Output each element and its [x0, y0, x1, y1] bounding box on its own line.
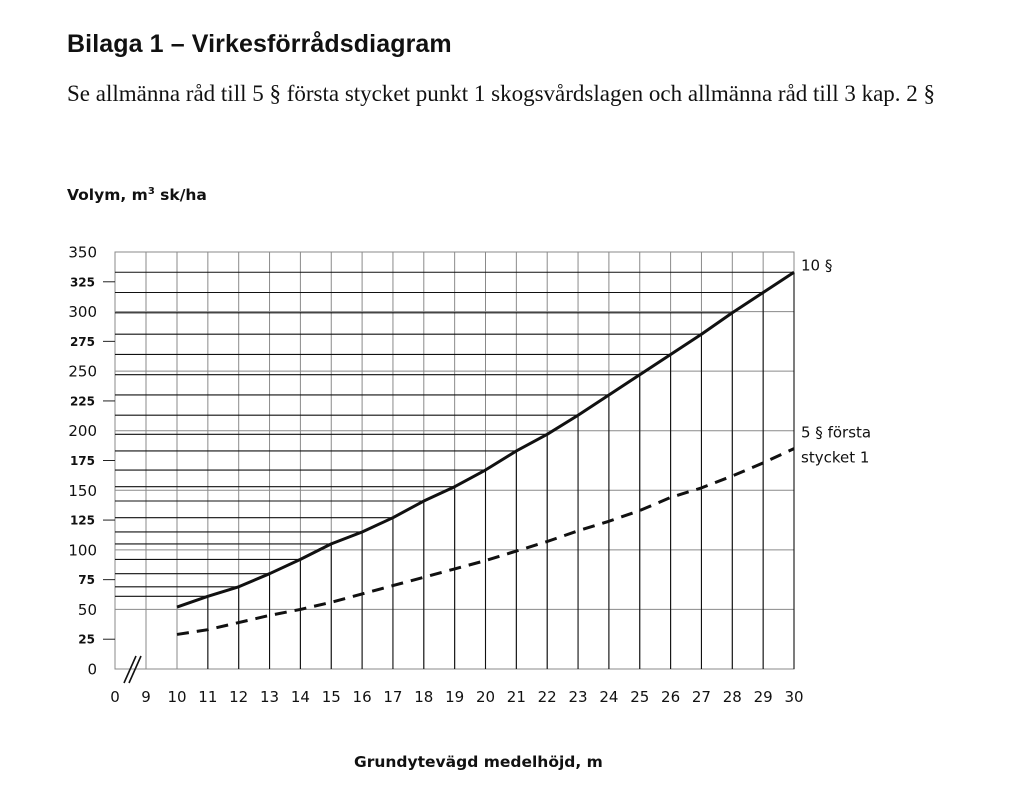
grid	[103, 252, 794, 683]
x-tick-label-14: 14	[290, 688, 310, 706]
page-title: Bilaga 1 – Virkesförrådsdiagram	[67, 30, 452, 58]
x-tick-label-18: 18	[414, 688, 434, 706]
x-tick-label-22: 22	[537, 688, 557, 706]
x-tick-label-17: 17	[383, 688, 403, 706]
series-label-5-paragraph-line1: 5 § första	[801, 423, 872, 442]
x-tick-label-20: 20	[475, 688, 496, 706]
y-tick-label-275: 275	[69, 334, 95, 349]
y-tick-label-0: 0	[87, 660, 97, 679]
x-tick-label-23: 23	[568, 688, 588, 706]
x-tick-label-26: 26	[661, 688, 681, 706]
y-axis-label-superscript: 3	[147, 186, 155, 197]
y-tick-label-150: 150	[68, 481, 97, 500]
x-axis-label: Grundytevägd medelhöjd, m	[354, 753, 603, 771]
x-tick-label-19: 19	[445, 688, 465, 706]
y-axis-label-prefix: Volym, m	[67, 186, 148, 205]
x-tick-label-27: 27	[691, 688, 711, 706]
series-label-5-paragraph-line2: stycket 1	[801, 448, 870, 467]
x-tick-label-21: 21	[506, 688, 526, 706]
series-label-10-paragraph: 10 §	[801, 256, 833, 275]
y-tick-label-100: 100	[68, 541, 97, 560]
y-tick-label-200: 200	[68, 422, 97, 441]
y-tick-label-25: 25	[78, 632, 95, 647]
y-tick-label-350: 350	[68, 243, 97, 262]
y-axis-label-suffix: sk/ha	[154, 186, 207, 205]
x-tick-label-28: 28	[722, 688, 742, 706]
x-tick-label-9: 9	[141, 688, 151, 706]
page-subtitle: Se allmänna råd till 5 § första stycket punkt 1 skogsvårdslagen och allmänna råd till 3 kap. 2 §	[67, 81, 936, 106]
y-tick-label-250: 250	[68, 362, 97, 381]
x-tick-label-30: 30	[784, 688, 804, 706]
x-tick-label-16: 16	[352, 688, 372, 706]
x-tick-label-15: 15	[321, 688, 341, 706]
x-tick-label-29: 29	[753, 688, 773, 706]
y-tick-label-325: 325	[69, 275, 95, 290]
y-tick-label-175: 175	[69, 454, 95, 468]
y-tick-label-300: 300	[68, 303, 97, 322]
x-tick-label-12: 12	[229, 688, 249, 706]
x-tick-label-25: 25	[630, 688, 650, 706]
series-labels	[801, 256, 871, 466]
y-tick-label-225: 225	[69, 394, 95, 409]
y-tick-label-125: 125	[69, 513, 95, 528]
y-tick-label-50: 50	[77, 600, 97, 619]
x-tick-label-0: 0	[110, 688, 120, 706]
y-tick-label-75: 75	[78, 573, 95, 588]
x-tick-label-11: 11	[198, 688, 218, 706]
x-tick-label-10: 10	[167, 688, 187, 706]
x-tick-label-24: 24	[599, 688, 619, 706]
x-tick-label-13: 13	[260, 688, 280, 706]
